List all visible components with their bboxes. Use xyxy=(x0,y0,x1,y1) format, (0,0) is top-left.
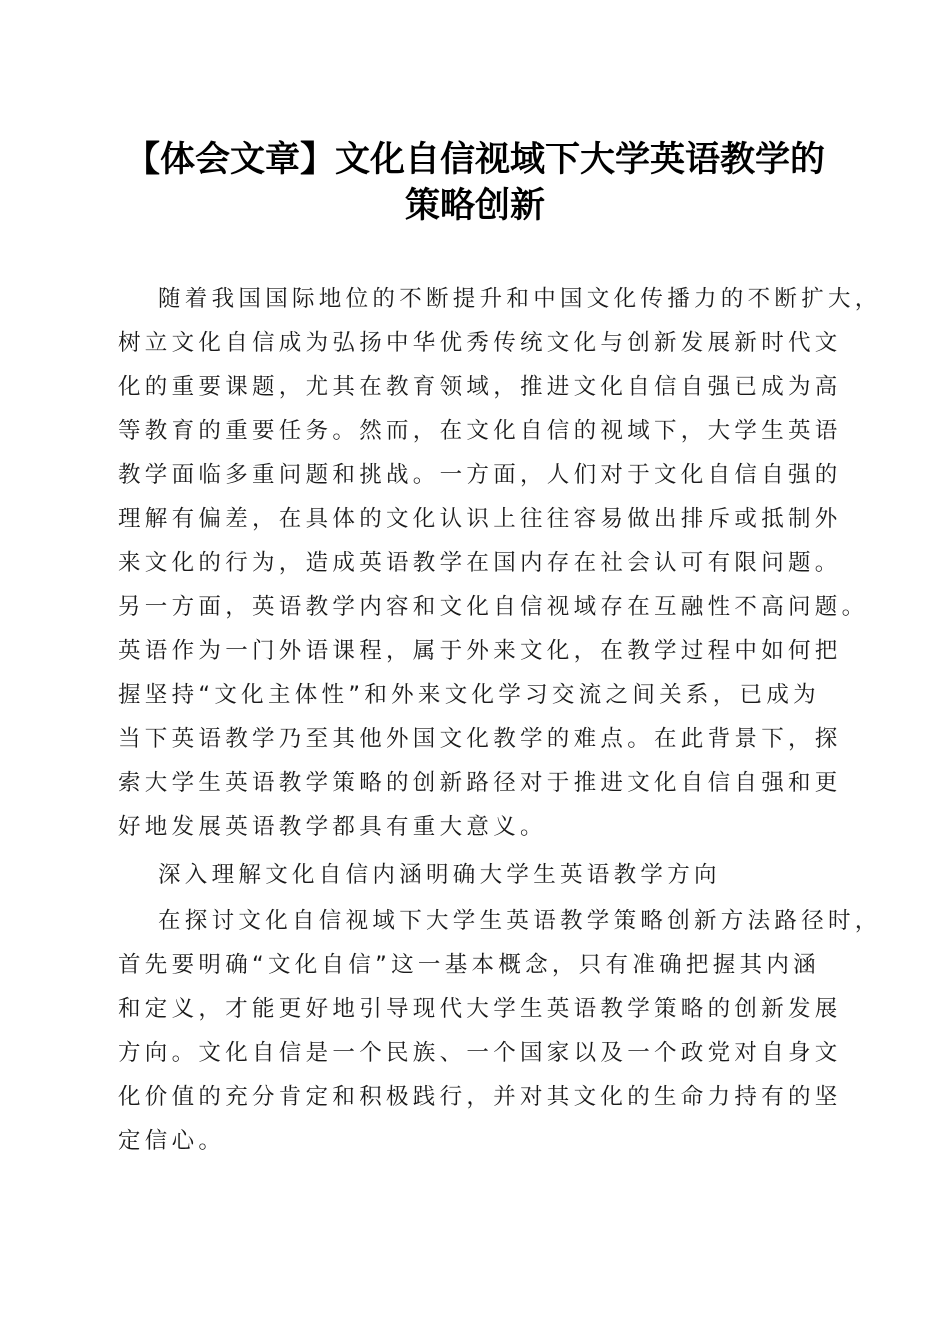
text-line: 教学面临多重问题和挑战。一方面，人们对于文化自信自强的 xyxy=(118,462,842,488)
document-title-line-2: 策略创新 xyxy=(404,185,545,226)
text-line: 英语作为一门外语课程，属于外来文化，在教学过程中如何把 xyxy=(118,638,842,664)
text-line: 好地发展英语教学都具有重大意义。 xyxy=(118,814,547,840)
text-line: 和定义，才能更好地引导现代大学生英语教学策略的创新发展 xyxy=(118,996,842,1022)
section-heading-text: 深入理解文化自信内涵明确大学生英语教学方向 xyxy=(158,862,721,888)
document-title-line-1: 【体会文章】文化自信视域下大学英语教学的 xyxy=(124,139,825,180)
text-line: 方向。文化自信是一个民族、一个国家以及一个政党对自身文 xyxy=(118,1040,842,1066)
text-line: 来文化的行为，造成英语教学在国内存在社会认可有限问题。 xyxy=(118,550,842,576)
text-line: 索大学生英语教学策略的创新路径对于推进文化自信自强和更 xyxy=(118,770,842,796)
text-line: 握坚持“文化主体性”和外来文化学习交流之间关系，已成为 xyxy=(118,682,820,708)
text-line: 另一方面，英语教学内容和文化自信视域存在互融性不高问题。 xyxy=(118,594,869,620)
text-line: 树立文化自信成为弘扬中华优秀传统文化与创新发展新时代文 xyxy=(118,330,842,356)
text-line: 在探讨文化自信视域下大学生英语教学策略创新方法路径时， xyxy=(158,908,882,934)
text-line: 化价值的充分肯定和积极践行，并对其文化的生命力持有的坚 xyxy=(118,1084,842,1110)
text-line: 理解有偏差，在具体的文化认识上往往容易做出排斥或抵制外 xyxy=(118,506,842,532)
text-line: 随着我国国际地位的不断提升和中国文化传播力的不断扩大， xyxy=(158,286,882,312)
text-line: 定信心。 xyxy=(118,1128,226,1154)
text-line: 等教育的重要任务。然而，在文化自信的视域下，大学生英语 xyxy=(118,418,842,444)
text-line: 化的重要课题，尤其在教育领域，推进文化自信自强已成为高 xyxy=(118,374,842,400)
text-line: 首先要明确“文化自信”这一基本概念，只有准确把握其内涵 xyxy=(118,952,820,978)
text-line: 当下英语教学乃至其他外国文化教学的难点。在此背景下，探 xyxy=(118,726,842,752)
